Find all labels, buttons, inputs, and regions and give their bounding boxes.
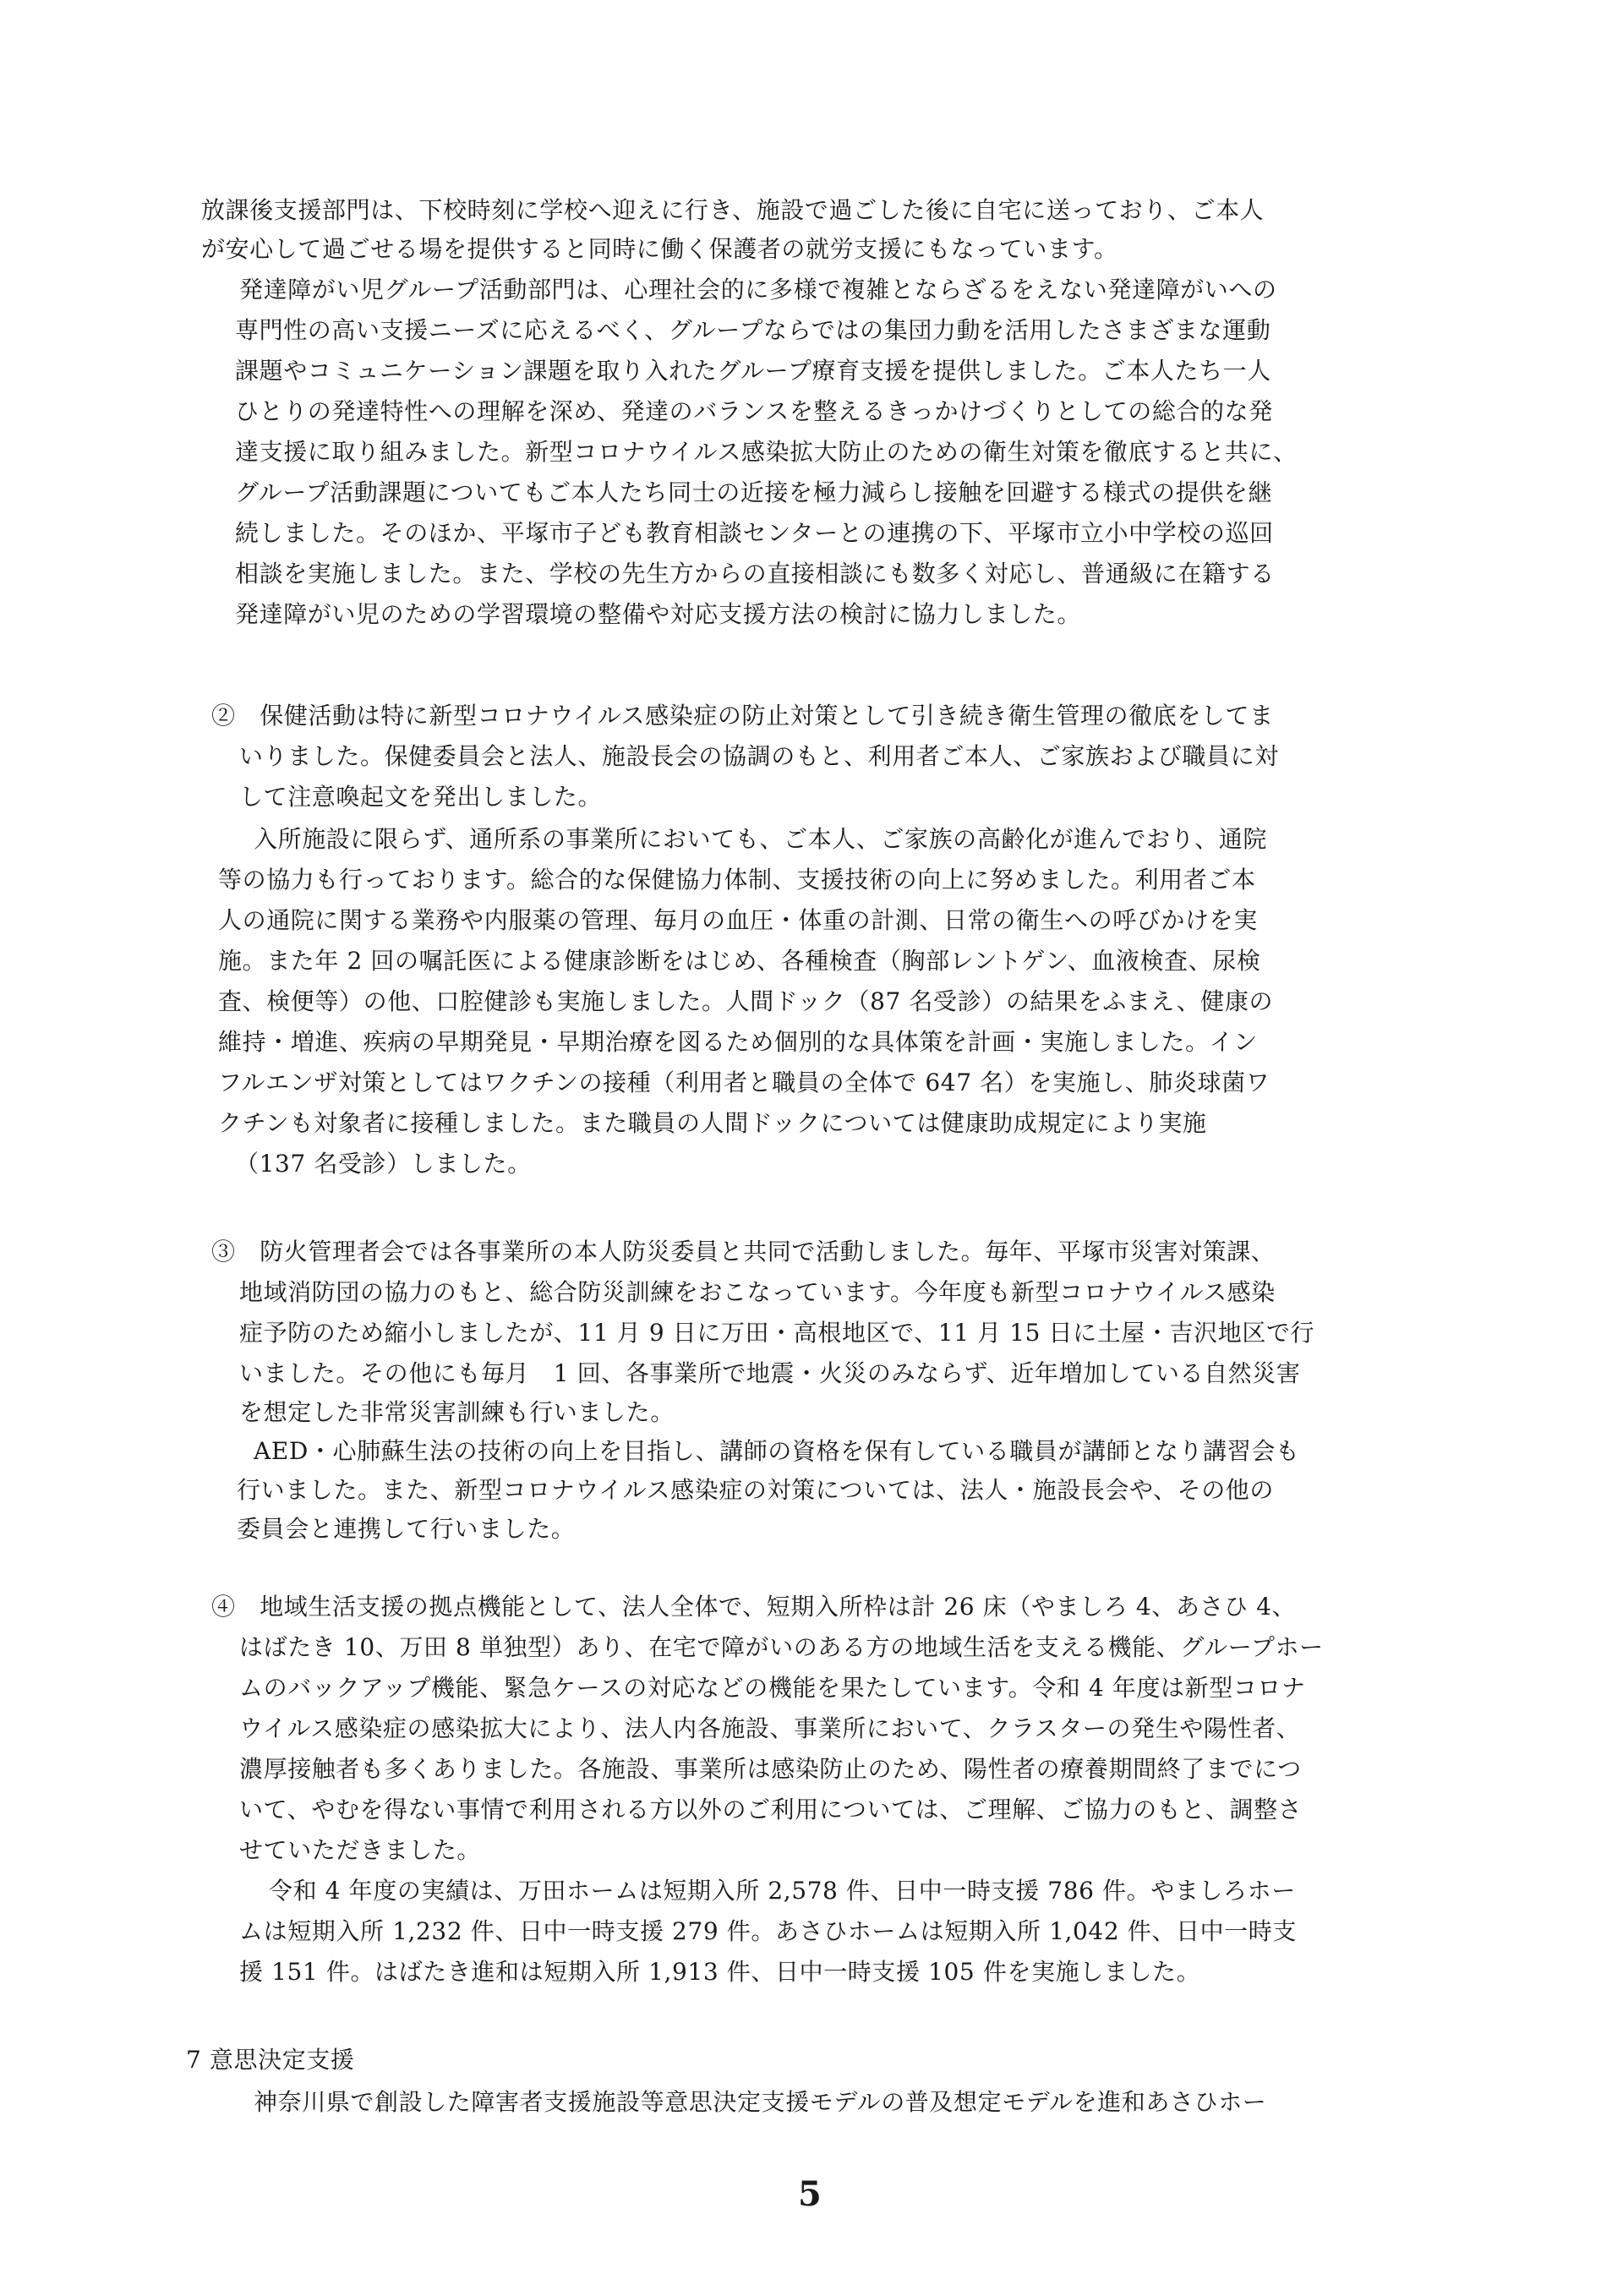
after-school-line-2: が安心して過ごせる場を提供すると同時に働く保護者の就労支援にもなっています。	[201, 235, 1118, 263]
health-line-5: 等の協力も行っております。総合的な保健協力体制、支援技術の向上に努めました。利用者ご本	[218, 866, 1256, 894]
fire-line-2: 地域消防団の協力のもと、総合防災訓練をおこなっています。今年度も新型コロナウイルス感染	[239, 1278, 1276, 1306]
health-line-7: 施。また年 2 回の嘱託医による健康診断をはじめ、各種検査（胸部レントゲン、血液検査、尿検	[218, 947, 1261, 975]
fire-line-5: を想定した非常災害訓練も行いました。	[239, 1398, 675, 1426]
health-line-9: 維持・増進、疾病の早期発見・早期治療を図るため個別的な具体策を計画・実施しました。イン	[218, 1028, 1258, 1056]
fire-line-8: 委員会と連携して行いました。	[237, 1515, 576, 1543]
health-line-6: 人の通院に関する業務や内服薬の管理、毎月の血圧・体重の計測、日常の衛生への呼びかけを実	[218, 906, 1258, 934]
dev-group-line-3: 課題やコミュニケーション課題を取り入れたグループ療育支援を提供しました。ご本人たち一人	[235, 357, 1271, 385]
fire-line-4: いました。その他にも毎月 1 回、各事業所で地震・火災のみならず、近年増加している自然災害	[239, 1359, 1301, 1387]
dev-group-line-6: グループ活動課題についてもご本人たち同士の近接を極力減らし接触を回避する様式の提供を継	[235, 478, 1273, 506]
regional-line-8: 令和 4 年度の実績は、万田ホームは短期入所 2,578 件、日中一時支援 786 件。やましろホー	[269, 1877, 1296, 1905]
regional-line-7: せていただきました。	[239, 1836, 482, 1864]
health-line-2: いりました。保健委員会と法人、施設長会の協調のもと、利用者ご本人、ご家族および職員に対	[239, 742, 1279, 770]
dev-group-line-2: 専門性の高い支援ニーズに応えるべく、グループならではの集団力動を活用したさまざまな運動	[235, 316, 1271, 344]
decision-support-line-1: 神奈川県で創設した障害者支援施設等意思決定支援モデルの普及想定モデルを進和あさひホー	[254, 2088, 1267, 2116]
health-line-4: 入所施設に限らず、通所系の事業所においても、ご本人、ご家族の高齢化が進んでおり、通院	[254, 825, 1267, 853]
health-line-10: フルエンザ対策としてはワクチンの接種（利用者と職員の全体で 647 名）を実施し、肺炎球菌ワ	[218, 1069, 1271, 1096]
regional-line-2: はばたき 10、万田 8 単独型）あり、在宅で障がいのある方の地域生活を支える機能、グループホー	[239, 1633, 1324, 1661]
health-line-3: して注意喚起文を発出しました。	[239, 783, 603, 811]
regional-line-6: いて、やむを得ない事情で利用される方以外のご利用については、ご理解、ご協力のもと、調整さ	[239, 1796, 1303, 1823]
health-line-12: （137 名受診）しました。	[235, 1150, 532, 1178]
dev-group-line-9: 発達障がい児のための学習環境の整備や対応支援方法の検討に協力しました。	[235, 600, 1082, 628]
health-line-8: 査、検便等）の他、口腔健診も実施しました。人間ドック（87 名受診）の結果をふまえ、健康の	[218, 987, 1274, 1015]
health-line-11: クチンも対象者に接種しました。また職員の人間ドックについては健康助成規定により実施	[218, 1109, 1207, 1137]
page-number: 5	[798, 2174, 822, 2214]
fire-line-6: AED・心肺蘇生法の技術の向上を目指し、講師の資格を保有している職員が講師となり講習会も	[254, 1437, 1300, 1465]
fire-line-1: ③ 防火管理者会では各事業所の本人防災委員と共同で活動しました。毎年、平塚市災害対策課、	[211, 1238, 1276, 1266]
after-school-line-1: 放課後支援部門は、下校時刻に学校へ迎えに行き、施設で過ごした後に自宅に送っており、ご本人	[201, 196, 1265, 224]
regional-line-5: 濃厚接触者も多くありました。各施設、事業所は感染防止のため、陽性者の療養期間終了までにつ	[239, 1755, 1302, 1783]
dev-group-line-4: ひとりの発達特性への理解を深め、発達のバランスを整えるきっかけづくりとしての総合的な発	[235, 397, 1273, 425]
fire-line-7: 行いました。また、新型コロナウイルス感染症の対策については、法人・施設長会や、その他の	[237, 1476, 1275, 1504]
dev-group-line-1: 発達障がい児グループ活動部門は、心理社会的に多様で複雑とならざるをえない発達障がいへの	[239, 276, 1277, 303]
health-line-1: ② 保健活動は特に新型コロナウイルス感染症の防止対策として引き続き衛生管理の徹底をしてま	[211, 702, 1274, 730]
regional-line-10: 援 151 件。はばたき進和は短期入所 1,913 件、日中一時支援 105 件を実施しました。	[239, 1958, 1201, 1986]
section-heading-decision-support: 7 意思決定支援	[186, 2046, 355, 2074]
dev-group-line-7: 続しました。そのほか、平塚市子ども教育相談センターとの連携の下、平塚市立小中学校の巡回	[235, 519, 1274, 547]
regional-line-4: ウイルス感染症の感染拡大により、法人内各施設、事業所において、クラスターの発生や陽性者、	[239, 1714, 1301, 1742]
regional-line-1: ④ 地域生活支援の拠点機能として、法人全体で、短期入所枠は計 26 床（やましろ 4、あさひ 4、	[211, 1593, 1297, 1621]
dev-group-line-8: 相談を実施しました。また、学校の先生方からの直接相談にも数多く対応し、普通級に在籍する	[235, 560, 1275, 588]
dev-group-line-5: 達支援に取り組みました。新型コロナウイルス感染拡大防止のための衛生対策を徹底すると共に、	[235, 438, 1298, 466]
regional-line-3: ムのバックアップ機能、緊急ケースの対応などの機能を果たしています。令和 4 年度は新型コロナ	[239, 1674, 1306, 1702]
regional-line-9: ムは短期入所 1,232 件、日中一時支援 279 件。あさひホームは短期入所 1,042 件、日中一時支	[239, 1917, 1297, 1945]
fire-line-3: 症予防のため縮小しましたが、11 月 9 日に万田・高根地区で、11 月 15 日に土屋・吉沢地区で行	[239, 1319, 1315, 1347]
